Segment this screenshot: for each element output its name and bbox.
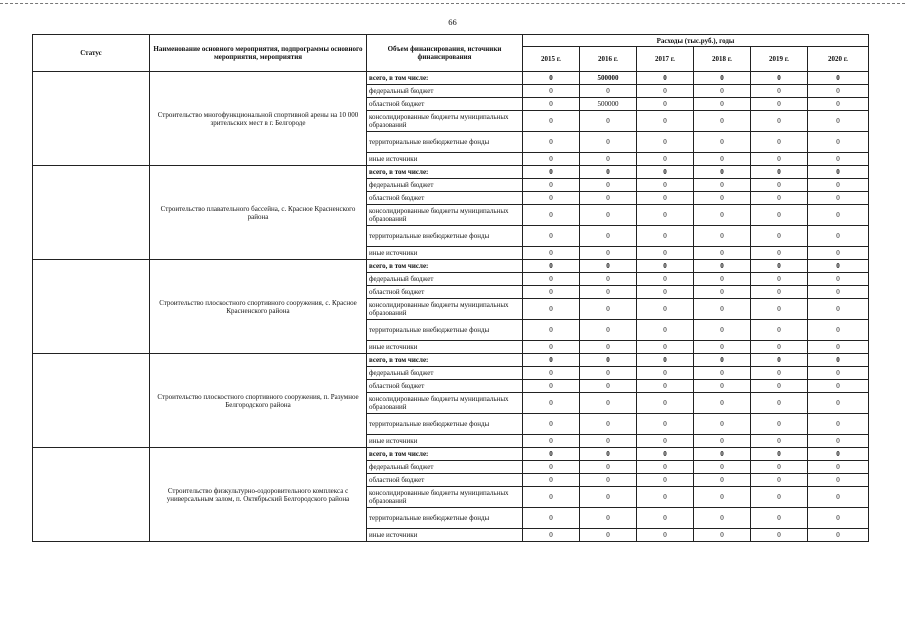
amount-cell: 0 — [523, 341, 580, 354]
amount-cell: 0 — [637, 380, 694, 393]
amount-cell: 0 — [751, 529, 808, 542]
amount-cell: 0 — [751, 380, 808, 393]
amount-cell: 0 — [694, 320, 751, 341]
amount-cell: 0 — [580, 320, 637, 341]
amount-cell: 0 — [694, 380, 751, 393]
amount-cell: 0 — [694, 299, 751, 320]
header-status: Статус — [33, 35, 150, 72]
amount-cell: 0 — [637, 354, 694, 367]
source-cell: иные источники — [367, 153, 523, 166]
amount-cell: 0 — [580, 529, 637, 542]
amount-cell: 0 — [808, 461, 869, 474]
measure-name-cell: Строительство плоскостного спортивного сооружения, с. Красное Красненского района — [150, 260, 367, 354]
source-cell: областной бюджет — [367, 380, 523, 393]
amount-cell: 0 — [694, 508, 751, 529]
amount-cell: 0 — [808, 435, 869, 448]
amount-cell: 0 — [580, 354, 637, 367]
amount-cell: 0 — [808, 380, 869, 393]
source-cell: всего, в том числе: — [367, 354, 523, 367]
amount-cell: 0 — [580, 508, 637, 529]
amount-cell: 0 — [637, 273, 694, 286]
amount-cell: 0 — [751, 72, 808, 85]
amount-cell: 0 — [808, 247, 869, 260]
amount-cell: 0 — [694, 260, 751, 273]
amount-cell: 0 — [523, 205, 580, 226]
amount-cell: 0 — [580, 380, 637, 393]
amount-cell: 0 — [637, 153, 694, 166]
amount-cell: 0 — [523, 72, 580, 85]
amount-cell: 0 — [694, 192, 751, 205]
amount-cell: 0 — [808, 487, 869, 508]
measure-name-cell: Строительство многофункциональной спортивной арены на 10 000 зрительских мест в г. Белгороде — [150, 72, 367, 166]
status-cell — [33, 448, 150, 542]
amount-cell: 0 — [694, 273, 751, 286]
amount-cell: 0 — [637, 286, 694, 299]
source-cell: территориальные внебюджетные фонды — [367, 414, 523, 435]
amount-cell: 0 — [637, 226, 694, 247]
table-body — [33, 72, 869, 542]
amount-cell: 0 — [751, 508, 808, 529]
amount-cell: 0 — [580, 85, 637, 98]
table-row — [33, 354, 869, 367]
amount-cell: 0 — [580, 132, 637, 153]
amount-cell: 0 — [751, 205, 808, 226]
amount-cell: 0 — [580, 474, 637, 487]
source-cell: всего, в том числе: — [367, 260, 523, 273]
source-cell: иные источники — [367, 341, 523, 354]
amount-cell: 0 — [523, 260, 580, 273]
amount-cell: 0 — [523, 85, 580, 98]
amount-cell: 0 — [523, 153, 580, 166]
financing-table — [32, 34, 869, 542]
amount-cell: 0 — [523, 529, 580, 542]
amount-cell: 0 — [751, 393, 808, 414]
amount-cell: 0 — [694, 393, 751, 414]
source-cell: территориальные внебюджетные фонды — [367, 508, 523, 529]
amount-cell: 0 — [694, 205, 751, 226]
header-year: 2017 г. — [637, 47, 694, 72]
amount-cell: 0 — [694, 226, 751, 247]
amount-cell: 0 — [808, 320, 869, 341]
amount-cell: 0 — [808, 286, 869, 299]
amount-cell: 0 — [637, 247, 694, 260]
amount-cell: 0 — [751, 226, 808, 247]
amount-cell: 0 — [808, 166, 869, 179]
amount-cell: 0 — [808, 260, 869, 273]
amount-cell: 0 — [694, 474, 751, 487]
source-cell: федеральный бюджет — [367, 461, 523, 474]
amount-cell: 0 — [580, 247, 637, 260]
header-year: 2016 г. — [580, 47, 637, 72]
amount-cell: 0 — [751, 132, 808, 153]
amount-cell: 0 — [580, 260, 637, 273]
amount-cell: 0 — [808, 299, 869, 320]
amount-cell: 0 — [637, 461, 694, 474]
header-year: 2019 г. — [751, 47, 808, 72]
amount-cell: 0 — [751, 341, 808, 354]
header-year: 2015 г. — [523, 47, 580, 72]
source-cell: областной бюджет — [367, 98, 523, 111]
measure-name-cell: Строительство плоскостного спортивного сооружения, п. Разумное Белгородского района — [150, 354, 367, 448]
amount-cell: 0 — [637, 320, 694, 341]
amount-cell: 0 — [694, 98, 751, 111]
amount-cell: 0 — [580, 205, 637, 226]
amount-cell: 0 — [808, 508, 869, 529]
amount-cell: 0 — [694, 286, 751, 299]
amount-cell: 0 — [637, 166, 694, 179]
source-cell: федеральный бюджет — [367, 367, 523, 380]
amount-cell: 0 — [580, 192, 637, 205]
amount-cell: 0 — [580, 111, 637, 132]
source-cell: федеральный бюджет — [367, 179, 523, 192]
amount-cell: 0 — [637, 72, 694, 85]
amount-cell: 0 — [751, 461, 808, 474]
source-cell: консолидированные бюджеты муниципальных образований — [367, 111, 523, 132]
amount-cell: 0 — [637, 474, 694, 487]
amount-cell: 0 — [808, 341, 869, 354]
amount-cell: 0 — [751, 247, 808, 260]
status-cell — [33, 72, 150, 166]
amount-cell: 0 — [808, 205, 869, 226]
page-number: 66 — [448, 17, 457, 27]
amount-cell: 0 — [808, 273, 869, 286]
source-cell: территориальные внебюджетные фонды — [367, 226, 523, 247]
amount-cell: 0 — [580, 299, 637, 320]
amount-cell: 0 — [751, 474, 808, 487]
amount-cell: 0 — [808, 192, 869, 205]
amount-cell: 0 — [694, 72, 751, 85]
amount-cell: 0 — [523, 487, 580, 508]
source-cell: всего, в том числе: — [367, 448, 523, 461]
source-cell: консолидированные бюджеты муниципальных образований — [367, 205, 523, 226]
source-cell: иные источники — [367, 247, 523, 260]
amount-cell: 0 — [580, 414, 637, 435]
amount-cell: 0 — [751, 367, 808, 380]
amount-cell: 0 — [523, 461, 580, 474]
source-cell: иные источники — [367, 435, 523, 448]
amount-cell: 0 — [523, 393, 580, 414]
amount-cell: 0 — [694, 111, 751, 132]
amount-cell: 0 — [694, 414, 751, 435]
amount-cell: 0 — [808, 153, 869, 166]
amount-cell: 0 — [694, 153, 751, 166]
source-cell: территориальные внебюджетные фонды — [367, 132, 523, 153]
amount-cell: 0 — [523, 273, 580, 286]
amount-cell: 0 — [523, 448, 580, 461]
amount-cell: 0 — [808, 448, 869, 461]
amount-cell: 0 — [751, 98, 808, 111]
source-cell: консолидированные бюджеты муниципальных образований — [367, 299, 523, 320]
source-cell: всего, в том числе: — [367, 72, 523, 85]
amount-cell: 0 — [637, 179, 694, 192]
scan-top-edge — [0, 3, 905, 4]
amount-cell: 0 — [751, 179, 808, 192]
amount-cell: 0 — [523, 367, 580, 380]
amount-cell: 0 — [637, 132, 694, 153]
amount-cell: 500000 — [580, 72, 637, 85]
table-row — [33, 166, 869, 179]
table-row — [33, 260, 869, 273]
amount-cell: 0 — [694, 166, 751, 179]
amount-cell: 0 — [580, 341, 637, 354]
amount-cell: 0 — [751, 487, 808, 508]
amount-cell: 0 — [751, 299, 808, 320]
amount-cell: 0 — [751, 354, 808, 367]
amount-cell: 0 — [580, 448, 637, 461]
amount-cell: 0 — [637, 260, 694, 273]
amount-cell: 0 — [637, 85, 694, 98]
table-row — [33, 72, 869, 85]
amount-cell: 0 — [751, 414, 808, 435]
amount-cell: 0 — [808, 354, 869, 367]
amount-cell: 0 — [580, 273, 637, 286]
amount-cell: 0 — [637, 341, 694, 354]
amount-cell: 0 — [523, 132, 580, 153]
amount-cell: 0 — [523, 508, 580, 529]
table-row — [33, 448, 869, 461]
amount-cell: 0 — [751, 320, 808, 341]
amount-cell: 0 — [808, 474, 869, 487]
status-cell — [33, 354, 150, 448]
amount-cell: 0 — [580, 435, 637, 448]
amount-cell: 0 — [523, 299, 580, 320]
amount-cell: 0 — [751, 153, 808, 166]
amount-cell: 0 — [808, 111, 869, 132]
source-cell: консолидированные бюджеты муниципальных образований — [367, 393, 523, 414]
amount-cell: 0 — [637, 205, 694, 226]
amount-cell: 0 — [694, 179, 751, 192]
amount-cell: 0 — [694, 529, 751, 542]
amount-cell: 0 — [523, 474, 580, 487]
header-year: 2018 г. — [694, 47, 751, 72]
source-cell: областной бюджет — [367, 474, 523, 487]
amount-cell: 0 — [580, 286, 637, 299]
measure-name-cell: Строительство плавательного бассейна, с. Красное Красненского района — [150, 166, 367, 260]
amount-cell: 0 — [751, 260, 808, 273]
header-name: Наименование основного мероприятия, подпрограммы основного мероприятия, мероприятия — [150, 35, 367, 72]
amount-cell: 0 — [694, 132, 751, 153]
amount-cell: 0 — [808, 529, 869, 542]
amount-cell: 0 — [580, 461, 637, 474]
amount-cell: 0 — [808, 98, 869, 111]
amount-cell: 0 — [751, 111, 808, 132]
amount-cell: 0 — [523, 111, 580, 132]
amount-cell: 0 — [808, 414, 869, 435]
amount-cell: 0 — [808, 367, 869, 380]
amount-cell: 0 — [523, 320, 580, 341]
amount-cell: 0 — [751, 273, 808, 286]
amount-cell: 0 — [523, 179, 580, 192]
amount-cell: 0 — [523, 247, 580, 260]
amount-cell: 0 — [523, 286, 580, 299]
amount-cell: 0 — [523, 98, 580, 111]
source-cell: консолидированные бюджеты муниципальных образований — [367, 487, 523, 508]
amount-cell: 0 — [751, 435, 808, 448]
amount-cell: 0 — [637, 414, 694, 435]
source-cell: федеральный бюджет — [367, 85, 523, 98]
header-expenses: Расходы (тыс.руб.), годы — [523, 35, 869, 47]
amount-cell: 0 — [751, 85, 808, 98]
amount-cell: 0 — [751, 448, 808, 461]
header-year: 2020 г. — [808, 47, 869, 72]
amount-cell: 0 — [523, 380, 580, 393]
amount-cell: 0 — [523, 192, 580, 205]
status-cell — [33, 166, 150, 260]
amount-cell: 0 — [751, 192, 808, 205]
amount-cell: 0 — [637, 299, 694, 320]
source-cell: областной бюджет — [367, 286, 523, 299]
amount-cell: 0 — [523, 435, 580, 448]
amount-cell: 0 — [580, 487, 637, 508]
table-header — [33, 35, 869, 72]
source-cell: областной бюджет — [367, 192, 523, 205]
amount-cell: 0 — [694, 354, 751, 367]
amount-cell: 0 — [523, 226, 580, 247]
amount-cell: 0 — [637, 448, 694, 461]
amount-cell: 0 — [694, 435, 751, 448]
source-cell: иные источники — [367, 529, 523, 542]
amount-cell: 0 — [694, 461, 751, 474]
amount-cell: 500000 — [580, 98, 637, 111]
amount-cell: 0 — [580, 393, 637, 414]
amount-cell: 0 — [523, 414, 580, 435]
amount-cell: 0 — [751, 286, 808, 299]
amount-cell: 0 — [694, 367, 751, 380]
amount-cell: 0 — [637, 435, 694, 448]
amount-cell: 0 — [580, 226, 637, 247]
amount-cell: 0 — [637, 98, 694, 111]
amount-cell: 0 — [637, 508, 694, 529]
amount-cell: 0 — [637, 111, 694, 132]
source-cell: федеральный бюджет — [367, 273, 523, 286]
amount-cell: 0 — [523, 166, 580, 179]
source-cell: всего, в том числе: — [367, 166, 523, 179]
amount-cell: 0 — [637, 192, 694, 205]
amount-cell: 0 — [808, 132, 869, 153]
amount-cell: 0 — [808, 179, 869, 192]
amount-cell: 0 — [694, 247, 751, 260]
amount-cell: 0 — [808, 72, 869, 85]
amount-cell: 0 — [694, 448, 751, 461]
amount-cell: 0 — [694, 341, 751, 354]
amount-cell: 0 — [694, 487, 751, 508]
amount-cell: 0 — [694, 85, 751, 98]
amount-cell: 0 — [808, 226, 869, 247]
measure-name-cell: Строительство физкультурно-оздоровительного комплекса с универсальным залом, п. Октябрьский Белгородского района — [150, 448, 367, 542]
amount-cell: 0 — [808, 85, 869, 98]
amount-cell: 0 — [637, 367, 694, 380]
amount-cell: 0 — [637, 529, 694, 542]
amount-cell: 0 — [580, 166, 637, 179]
amount-cell: 0 — [580, 367, 637, 380]
amount-cell: 0 — [580, 179, 637, 192]
amount-cell: 0 — [637, 393, 694, 414]
amount-cell: 0 — [637, 487, 694, 508]
status-cell — [33, 260, 150, 354]
amount-cell: 0 — [523, 354, 580, 367]
source-cell: территориальные внебюджетные фонды — [367, 320, 523, 341]
header-source: Объем финансирования, источники финансирования — [367, 35, 523, 72]
amount-cell: 0 — [808, 393, 869, 414]
amount-cell: 0 — [580, 153, 637, 166]
amount-cell: 0 — [751, 166, 808, 179]
